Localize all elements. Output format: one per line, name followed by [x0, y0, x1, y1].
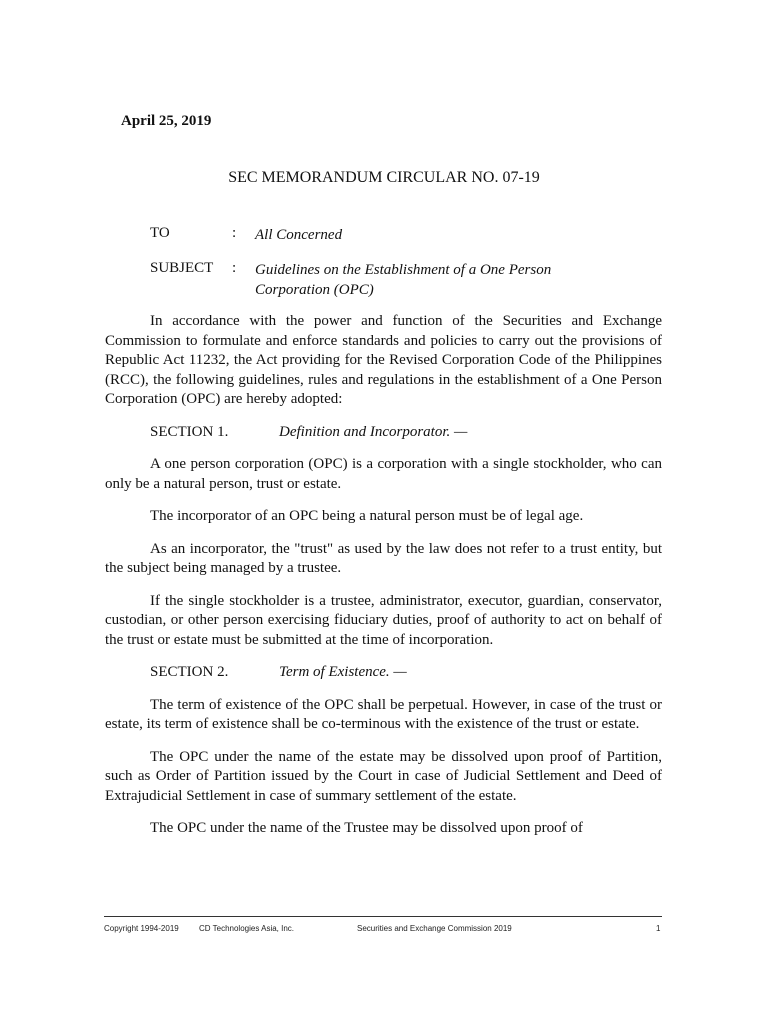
to-colon: : [232, 225, 237, 241]
memo-date: April 25, 2019 [121, 113, 212, 129]
section-1-heading [105, 423, 662, 443]
section-1-paragraph: A one person corporation (OPC) is a corporation with a single stockholder, who can only be a natural person, trust or estate. [105, 456, 662, 492]
section-1-title: Definition and Incorporator. — [279, 423, 468, 440]
section-2-title: Term of Existence. — [279, 664, 407, 680]
subject-value [255, 260, 615, 300]
section-2-paragraph: The OPC under the name of the Trustee may be dissolved upon proof of [150, 820, 583, 836]
footer-page-number: 1 [656, 924, 661, 933]
footer-divider [104, 916, 662, 917]
subject-colon: : [232, 260, 237, 276]
subject-label: SUBJECT [150, 260, 214, 276]
to-value: All Concerned [255, 227, 343, 243]
section-2-paragraph: The term of existence of the OPC shall be perpetual. However, in case of the trust or estate, its term of existence shall be co-terminous with the existence of the trust or estate. [105, 696, 662, 732]
to-label: TO [150, 225, 170, 241]
section-1-paragraph: As an incorporator, the "trust" as used by the law does not refer to a trust entity, but the subject being managed by a trustee. [105, 540, 662, 576]
section-2-paragraph: The OPC under the name of the estate may be dissolved upon proof of Partition, such as Order of Partition issued by the Court in case of Judicial Settlement and Deed of Extrajudicial Settlement in case of summary settlement of the estate. [105, 748, 662, 804]
intro-paragraph: In accordance with the power and function of the Securities and Exchange Commission to formulate and enforce standards and policies to carry out the provisions of Republic Act 11232, the Act providing for the Revised Corporation Code of the Philippines (RCC), the following guidelines, rules and regulations in the establishment of a One Person Corporation (OPC) are hereby adopted: [105, 313, 662, 407]
section-2-number: SECTION 2. [150, 664, 229, 680]
subject-value-line2: Corporation (OPC) [255, 282, 374, 298]
section-2-heading [105, 663, 662, 683]
section-1-paragraph: If the single stockholder is a trustee, administrator, executor, guardian, conservator, custodian, or other person exercising fiduciary duties, proof of authority to act on behalf of the trust or estate must be submitted at the time of incorporation. [105, 592, 662, 648]
footer-publisher: Securities and Exchange Commission 2019 [357, 924, 512, 933]
memo-title: SEC MEMORANDUM CIRCULAR NO. 07-19 [228, 169, 540, 186]
memo-body [105, 312, 662, 852]
footer-copyright: Copyright 1994-2019 [104, 924, 179, 933]
section-1-paragraph: The incorporator of an OPC being a natural person must be of legal age. [150, 508, 584, 524]
subject-value-line1: Guidelines on the Establishment of a One Person [255, 262, 552, 278]
section-1-number: SECTION 1. [150, 423, 229, 440]
footer-company: CD Technologies Asia, Inc. [199, 924, 295, 933]
